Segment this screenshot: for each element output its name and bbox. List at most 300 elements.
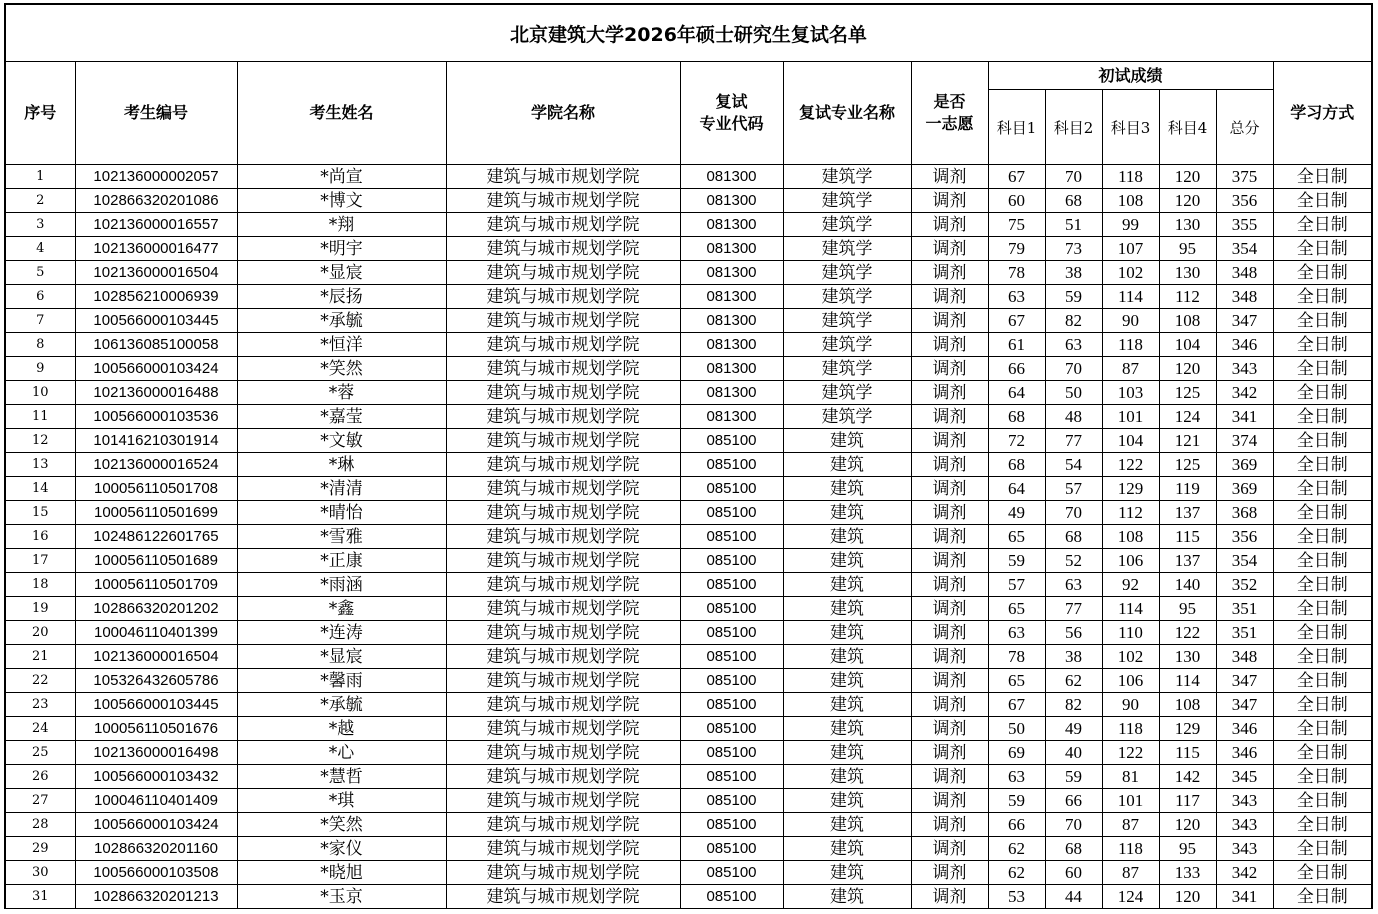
cell-major-name: 建筑 bbox=[783, 453, 911, 477]
cell-subject-1: 75 bbox=[988, 213, 1045, 237]
cell-college: 建筑与城市规划学院 bbox=[446, 597, 680, 621]
cell-major-name: 建筑学 bbox=[783, 309, 911, 333]
table-row bbox=[5, 717, 1372, 741]
cell-exam-id: 102136000016488 bbox=[75, 381, 237, 405]
cell-no: 6 bbox=[5, 285, 75, 309]
cell-name: *越 bbox=[237, 717, 446, 741]
sheet-title: 北京建筑大学2026年硕士研究生复试名单 bbox=[5, 4, 1372, 62]
cell-subject-4: 120 bbox=[1159, 165, 1216, 189]
cell-total: 343 bbox=[1216, 813, 1273, 837]
header-first-choice-line2: 一志愿 bbox=[925, 114, 974, 133]
cell-total: 343 bbox=[1216, 837, 1273, 861]
cell-no: 23 bbox=[5, 693, 75, 717]
cell-study-mode: 全日制 bbox=[1273, 789, 1372, 813]
cell-subject-1: 59 bbox=[988, 789, 1045, 813]
cell-subject-2: 70 bbox=[1045, 813, 1102, 837]
cell-subject-3: 103 bbox=[1102, 381, 1159, 405]
cell-major-code: 081300 bbox=[680, 213, 783, 237]
cell-subject-1: 53 bbox=[988, 885, 1045, 909]
cell-subject-4: 120 bbox=[1159, 813, 1216, 837]
cell-major-name: 建筑 bbox=[783, 669, 911, 693]
cell-subject-4: 124 bbox=[1159, 405, 1216, 429]
cell-total: 341 bbox=[1216, 405, 1273, 429]
cell-subject-3: 106 bbox=[1102, 549, 1159, 573]
table-row bbox=[5, 765, 1372, 789]
cell-major-code: 085100 bbox=[680, 597, 783, 621]
cell-total: 346 bbox=[1216, 741, 1273, 765]
cell-college: 建筑与城市规划学院 bbox=[446, 741, 680, 765]
cell-subject-3: 118 bbox=[1102, 333, 1159, 357]
cell-subject-1: 65 bbox=[988, 669, 1045, 693]
cell-college: 建筑与城市规划学院 bbox=[446, 621, 680, 645]
cell-no: 10 bbox=[5, 381, 75, 405]
cell-total: 354 bbox=[1216, 549, 1273, 573]
cell-subject-1: 79 bbox=[988, 237, 1045, 261]
cell-college: 建筑与城市规划学院 bbox=[446, 885, 680, 909]
cell-college: 建筑与城市规划学院 bbox=[446, 213, 680, 237]
cell-subject-3: 87 bbox=[1102, 357, 1159, 381]
cell-subject-4: 137 bbox=[1159, 501, 1216, 525]
cell-subject-1: 68 bbox=[988, 405, 1045, 429]
cell-subject-1: 65 bbox=[988, 525, 1045, 549]
table-row bbox=[5, 477, 1372, 501]
table-row bbox=[5, 597, 1372, 621]
cell-college: 建筑与城市规划学院 bbox=[446, 693, 680, 717]
cell-subject-4: 137 bbox=[1159, 549, 1216, 573]
cell-college: 建筑与城市规划学院 bbox=[446, 501, 680, 525]
cell-subject-3: 114 bbox=[1102, 285, 1159, 309]
cell-major-name: 建筑学 bbox=[783, 381, 911, 405]
cell-major-name: 建筑 bbox=[783, 573, 911, 597]
cell-first-choice: 调剂 bbox=[911, 237, 988, 261]
cell-exam-id: 100566000103508 bbox=[75, 861, 237, 885]
cell-subject-1: 50 bbox=[988, 717, 1045, 741]
cell-study-mode: 全日制 bbox=[1273, 453, 1372, 477]
cell-major-name: 建筑 bbox=[783, 549, 911, 573]
cell-name: *玉京 bbox=[237, 885, 446, 909]
cell-study-mode: 全日制 bbox=[1273, 357, 1372, 381]
table-row bbox=[5, 429, 1372, 453]
cell-first-choice: 调剂 bbox=[911, 213, 988, 237]
cell-subject-3: 108 bbox=[1102, 189, 1159, 213]
cell-first-choice: 调剂 bbox=[911, 165, 988, 189]
cell-subject-4: 129 bbox=[1159, 717, 1216, 741]
cell-subject-4: 120 bbox=[1159, 885, 1216, 909]
cell-major-name: 建筑 bbox=[783, 597, 911, 621]
cell-name: *显宸 bbox=[237, 645, 446, 669]
cell-total: 348 bbox=[1216, 285, 1273, 309]
header-subject-1: 科目1 bbox=[988, 90, 1045, 165]
cell-college: 建筑与城市规划学院 bbox=[446, 285, 680, 309]
cell-name: *承毓 bbox=[237, 693, 446, 717]
cell-first-choice: 调剂 bbox=[911, 453, 988, 477]
cell-college: 建筑与城市规划学院 bbox=[446, 381, 680, 405]
cell-major-code: 085100 bbox=[680, 645, 783, 669]
cell-study-mode: 全日制 bbox=[1273, 381, 1372, 405]
cell-study-mode: 全日制 bbox=[1273, 669, 1372, 693]
cell-no: 21 bbox=[5, 645, 75, 669]
cell-study-mode: 全日制 bbox=[1273, 165, 1372, 189]
cell-name: *辰扬 bbox=[237, 285, 446, 309]
cell-major-code: 085100 bbox=[680, 789, 783, 813]
cell-major-code: 085100 bbox=[680, 837, 783, 861]
cell-major-name: 建筑学 bbox=[783, 285, 911, 309]
cell-major-code: 081300 bbox=[680, 309, 783, 333]
cell-subject-3: 124 bbox=[1102, 885, 1159, 909]
cell-major-name: 建筑 bbox=[783, 693, 911, 717]
header-major-code bbox=[680, 62, 783, 165]
cell-name: *馨雨 bbox=[237, 669, 446, 693]
cell-subject-1: 78 bbox=[988, 261, 1045, 285]
cell-no: 12 bbox=[5, 429, 75, 453]
cell-name: *晓旭 bbox=[237, 861, 446, 885]
cell-no: 1 bbox=[5, 165, 75, 189]
cell-college: 建筑与城市规划学院 bbox=[446, 837, 680, 861]
cell-total: 355 bbox=[1216, 213, 1273, 237]
table-row bbox=[5, 525, 1372, 549]
cell-subject-3: 87 bbox=[1102, 813, 1159, 837]
cell-name: *恒洋 bbox=[237, 333, 446, 357]
cell-subject-2: 70 bbox=[1045, 357, 1102, 381]
cell-college: 建筑与城市规划学院 bbox=[446, 645, 680, 669]
table-row bbox=[5, 669, 1372, 693]
table-row bbox=[5, 549, 1372, 573]
cell-study-mode: 全日制 bbox=[1273, 189, 1372, 213]
cell-major-code: 085100 bbox=[680, 765, 783, 789]
cell-total: 347 bbox=[1216, 669, 1273, 693]
cell-subject-2: 70 bbox=[1045, 501, 1102, 525]
cell-first-choice: 调剂 bbox=[911, 357, 988, 381]
cell-exam-id: 102136000016504 bbox=[75, 645, 237, 669]
cell-subject-4: 130 bbox=[1159, 213, 1216, 237]
table-row bbox=[5, 309, 1372, 333]
cell-name: *晴怡 bbox=[237, 501, 446, 525]
cell-subject-3: 90 bbox=[1102, 693, 1159, 717]
cell-subject-1: 68 bbox=[988, 453, 1045, 477]
cell-subject-3: 102 bbox=[1102, 645, 1159, 669]
cell-subject-3: 108 bbox=[1102, 525, 1159, 549]
cell-total: 342 bbox=[1216, 381, 1273, 405]
cell-major-name: 建筑学 bbox=[783, 333, 911, 357]
cell-subject-2: 82 bbox=[1045, 693, 1102, 717]
cell-total: 352 bbox=[1216, 573, 1273, 597]
cell-subject-3: 99 bbox=[1102, 213, 1159, 237]
cell-total: 348 bbox=[1216, 261, 1273, 285]
cell-name: *雪雅 bbox=[237, 525, 446, 549]
cell-no: 2 bbox=[5, 189, 75, 213]
cell-subject-2: 57 bbox=[1045, 477, 1102, 501]
cell-name: *笑然 bbox=[237, 813, 446, 837]
cell-major-name: 建筑 bbox=[783, 861, 911, 885]
cell-exam-id: 102136000016524 bbox=[75, 453, 237, 477]
cell-major-name: 建筑 bbox=[783, 429, 911, 453]
cell-major-name: 建筑 bbox=[783, 813, 911, 837]
cell-study-mode: 全日制 bbox=[1273, 285, 1372, 309]
cell-study-mode: 全日制 bbox=[1273, 765, 1372, 789]
cell-major-name: 建筑 bbox=[783, 477, 911, 501]
cell-major-name: 建筑 bbox=[783, 837, 911, 861]
cell-study-mode: 全日制 bbox=[1273, 645, 1372, 669]
cell-subject-4: 130 bbox=[1159, 261, 1216, 285]
cell-total: 345 bbox=[1216, 765, 1273, 789]
cell-name: *家仪 bbox=[237, 837, 446, 861]
cell-exam-id: 102856210006939 bbox=[75, 285, 237, 309]
cell-major-code: 085100 bbox=[680, 861, 783, 885]
cell-name: *琪 bbox=[237, 789, 446, 813]
cell-subject-3: 107 bbox=[1102, 237, 1159, 261]
cell-name: *连涛 bbox=[237, 621, 446, 645]
cell-no: 30 bbox=[5, 861, 75, 885]
cell-name: *正康 bbox=[237, 549, 446, 573]
cell-subject-4: 120 bbox=[1159, 357, 1216, 381]
table-row bbox=[5, 453, 1372, 477]
cell-subject-4: 125 bbox=[1159, 453, 1216, 477]
cell-study-mode: 全日制 bbox=[1273, 885, 1372, 909]
cell-exam-id: 102866320201213 bbox=[75, 885, 237, 909]
cell-subject-1: 64 bbox=[988, 381, 1045, 405]
cell-exam-id: 100056110501699 bbox=[75, 501, 237, 525]
cell-no: 25 bbox=[5, 741, 75, 765]
cell-total: 347 bbox=[1216, 693, 1273, 717]
cell-study-mode: 全日制 bbox=[1273, 237, 1372, 261]
cell-subject-3: 110 bbox=[1102, 621, 1159, 645]
cell-no: 28 bbox=[5, 813, 75, 837]
cell-major-code: 081300 bbox=[680, 237, 783, 261]
cell-study-mode: 全日制 bbox=[1273, 621, 1372, 645]
cell-college: 建筑与城市规划学院 bbox=[446, 813, 680, 837]
cell-college: 建筑与城市规划学院 bbox=[446, 309, 680, 333]
cell-subject-1: 65 bbox=[988, 597, 1045, 621]
cell-college: 建筑与城市规划学院 bbox=[446, 237, 680, 261]
cell-study-mode: 全日制 bbox=[1273, 525, 1372, 549]
cell-no: 5 bbox=[5, 261, 75, 285]
cell-subject-1: 66 bbox=[988, 813, 1045, 837]
cell-total: 374 bbox=[1216, 429, 1273, 453]
cell-name: *笑然 bbox=[237, 357, 446, 381]
cell-subject-3: 102 bbox=[1102, 261, 1159, 285]
cell-major-name: 建筑学 bbox=[783, 357, 911, 381]
cell-total: 341 bbox=[1216, 885, 1273, 909]
cell-subject-2: 77 bbox=[1045, 429, 1102, 453]
cell-total: 342 bbox=[1216, 861, 1273, 885]
cell-total: 354 bbox=[1216, 237, 1273, 261]
cell-exam-id: 100056110501689 bbox=[75, 549, 237, 573]
cell-exam-id: 102136000016557 bbox=[75, 213, 237, 237]
cell-study-mode: 全日制 bbox=[1273, 309, 1372, 333]
cell-exam-id: 100566000103432 bbox=[75, 765, 237, 789]
cell-major-name: 建筑学 bbox=[783, 405, 911, 429]
cell-subject-1: 57 bbox=[988, 573, 1045, 597]
cell-no: 24 bbox=[5, 717, 75, 741]
cell-study-mode: 全日制 bbox=[1273, 861, 1372, 885]
cell-no: 14 bbox=[5, 477, 75, 501]
cell-major-name: 建筑 bbox=[783, 717, 911, 741]
cell-major-name: 建筑学 bbox=[783, 165, 911, 189]
table-row bbox=[5, 645, 1372, 669]
cell-first-choice: 调剂 bbox=[911, 669, 988, 693]
cell-subject-4: 115 bbox=[1159, 741, 1216, 765]
cell-study-mode: 全日制 bbox=[1273, 501, 1372, 525]
cell-subject-4: 95 bbox=[1159, 837, 1216, 861]
header-major-code-line2: 专业代码 bbox=[699, 114, 764, 133]
cell-exam-id: 100056110501708 bbox=[75, 477, 237, 501]
cell-major-name: 建筑 bbox=[783, 621, 911, 645]
cell-college: 建筑与城市规划学院 bbox=[446, 477, 680, 501]
cell-first-choice: 调剂 bbox=[911, 261, 988, 285]
cell-first-choice: 调剂 bbox=[911, 885, 988, 909]
cell-subject-1: 67 bbox=[988, 309, 1045, 333]
table-row bbox=[5, 741, 1372, 765]
cell-major-name: 建筑学 bbox=[783, 261, 911, 285]
cell-subject-3: 118 bbox=[1102, 837, 1159, 861]
cell-subject-4: 108 bbox=[1159, 693, 1216, 717]
cell-name: *承毓 bbox=[237, 309, 446, 333]
cell-college: 建筑与城市规划学院 bbox=[446, 357, 680, 381]
cell-subject-3: 112 bbox=[1102, 501, 1159, 525]
cell-major-code: 081300 bbox=[680, 405, 783, 429]
cell-college: 建筑与城市规划学院 bbox=[446, 405, 680, 429]
cell-subject-2: 49 bbox=[1045, 717, 1102, 741]
cell-first-choice: 调剂 bbox=[911, 573, 988, 597]
cell-no: 27 bbox=[5, 789, 75, 813]
cell-exam-id: 100566000103424 bbox=[75, 357, 237, 381]
cell-college: 建筑与城市规划学院 bbox=[446, 453, 680, 477]
cell-subject-3: 101 bbox=[1102, 405, 1159, 429]
cell-subject-1: 62 bbox=[988, 837, 1045, 861]
cell-exam-id: 100566000103536 bbox=[75, 405, 237, 429]
cell-exam-id: 101416210301914 bbox=[75, 429, 237, 453]
cell-no: 19 bbox=[5, 597, 75, 621]
cell-exam-id: 102866320201086 bbox=[75, 189, 237, 213]
table-row bbox=[5, 165, 1372, 189]
cell-college: 建筑与城市规划学院 bbox=[446, 429, 680, 453]
cell-subject-2: 56 bbox=[1045, 621, 1102, 645]
cell-subject-2: 68 bbox=[1045, 837, 1102, 861]
cell-subject-3: 106 bbox=[1102, 669, 1159, 693]
header-exam-id: 考生编号 bbox=[75, 62, 237, 165]
cell-subject-2: 52 bbox=[1045, 549, 1102, 573]
table-row bbox=[5, 501, 1372, 525]
cell-college: 建筑与城市规划学院 bbox=[446, 717, 680, 741]
cell-major-name: 建筑学 bbox=[783, 237, 911, 261]
cell-subject-3: 129 bbox=[1102, 477, 1159, 501]
cell-subject-2: 82 bbox=[1045, 309, 1102, 333]
cell-subject-2: 40 bbox=[1045, 741, 1102, 765]
interview-list-table bbox=[4, 3, 1373, 909]
cell-subject-3: 92 bbox=[1102, 573, 1159, 597]
header-major-code-line1: 复试 bbox=[715, 92, 748, 111]
cell-college: 建筑与城市规划学院 bbox=[446, 573, 680, 597]
cell-first-choice: 调剂 bbox=[911, 645, 988, 669]
cell-major-name: 建筑 bbox=[783, 765, 911, 789]
cell-subject-1: 78 bbox=[988, 645, 1045, 669]
cell-first-choice: 调剂 bbox=[911, 309, 988, 333]
cell-major-code: 085100 bbox=[680, 717, 783, 741]
cell-first-choice: 调剂 bbox=[911, 765, 988, 789]
table-row bbox=[5, 861, 1372, 885]
cell-subject-1: 63 bbox=[988, 621, 1045, 645]
cell-name: *明宇 bbox=[237, 237, 446, 261]
cell-subject-4: 142 bbox=[1159, 765, 1216, 789]
cell-name: *蓉 bbox=[237, 381, 446, 405]
header-first-choice bbox=[911, 62, 988, 165]
cell-college: 建筑与城市规划学院 bbox=[446, 189, 680, 213]
table-row bbox=[5, 789, 1372, 813]
cell-major-code: 085100 bbox=[680, 573, 783, 597]
cell-subject-4: 120 bbox=[1159, 189, 1216, 213]
cell-first-choice: 调剂 bbox=[911, 813, 988, 837]
cell-subject-2: 77 bbox=[1045, 597, 1102, 621]
cell-subject-3: 118 bbox=[1102, 165, 1159, 189]
cell-exam-id: 102486122601765 bbox=[75, 525, 237, 549]
cell-subject-3: 87 bbox=[1102, 861, 1159, 885]
cell-subject-4: 112 bbox=[1159, 285, 1216, 309]
cell-no: 17 bbox=[5, 549, 75, 573]
cell-total: 356 bbox=[1216, 525, 1273, 549]
cell-first-choice: 调剂 bbox=[911, 525, 988, 549]
cell-major-name: 建筑学 bbox=[783, 213, 911, 237]
cell-subject-3: 101 bbox=[1102, 789, 1159, 813]
cell-subject-2: 54 bbox=[1045, 453, 1102, 477]
cell-major-code: 085100 bbox=[680, 885, 783, 909]
cell-no: 9 bbox=[5, 357, 75, 381]
cell-subject-3: 122 bbox=[1102, 453, 1159, 477]
cell-no: 8 bbox=[5, 333, 75, 357]
cell-college: 建筑与城市规划学院 bbox=[446, 165, 680, 189]
cell-no: 3 bbox=[5, 213, 75, 237]
table-row bbox=[5, 261, 1372, 285]
cell-name: *雨涵 bbox=[237, 573, 446, 597]
cell-subject-2: 38 bbox=[1045, 645, 1102, 669]
cell-college: 建筑与城市规划学院 bbox=[446, 525, 680, 549]
cell-exam-id: 100046110401409 bbox=[75, 789, 237, 813]
cell-college: 建筑与城市规划学院 bbox=[446, 669, 680, 693]
header-no: 序号 bbox=[5, 62, 75, 165]
cell-no: 11 bbox=[5, 405, 75, 429]
cell-major-code: 085100 bbox=[680, 477, 783, 501]
cell-exam-id: 102136000016504 bbox=[75, 261, 237, 285]
table-row bbox=[5, 405, 1372, 429]
cell-study-mode: 全日制 bbox=[1273, 333, 1372, 357]
cell-subject-4: 115 bbox=[1159, 525, 1216, 549]
header-subject-2: 科目2 bbox=[1045, 90, 1102, 165]
cell-major-code: 085100 bbox=[680, 549, 783, 573]
cell-name: *心 bbox=[237, 741, 446, 765]
cell-major-code: 081300 bbox=[680, 285, 783, 309]
cell-first-choice: 调剂 bbox=[911, 741, 988, 765]
cell-college: 建筑与城市规划学院 bbox=[446, 333, 680, 357]
cell-major-code: 085100 bbox=[680, 525, 783, 549]
cell-subject-4: 119 bbox=[1159, 477, 1216, 501]
cell-subject-2: 73 bbox=[1045, 237, 1102, 261]
cell-first-choice: 调剂 bbox=[911, 429, 988, 453]
cell-subject-3: 118 bbox=[1102, 717, 1159, 741]
cell-subject-4: 133 bbox=[1159, 861, 1216, 885]
cell-exam-id: 102136000002057 bbox=[75, 165, 237, 189]
cell-study-mode: 全日制 bbox=[1273, 213, 1372, 237]
cell-subject-3: 81 bbox=[1102, 765, 1159, 789]
cell-first-choice: 调剂 bbox=[911, 405, 988, 429]
cell-total: 343 bbox=[1216, 357, 1273, 381]
cell-subject-1: 63 bbox=[988, 765, 1045, 789]
cell-total: 369 bbox=[1216, 477, 1273, 501]
cell-subject-2: 44 bbox=[1045, 885, 1102, 909]
cell-no: 15 bbox=[5, 501, 75, 525]
cell-study-mode: 全日制 bbox=[1273, 549, 1372, 573]
cell-name: *尚宣 bbox=[237, 165, 446, 189]
cell-major-code: 085100 bbox=[680, 669, 783, 693]
cell-subject-4: 95 bbox=[1159, 597, 1216, 621]
